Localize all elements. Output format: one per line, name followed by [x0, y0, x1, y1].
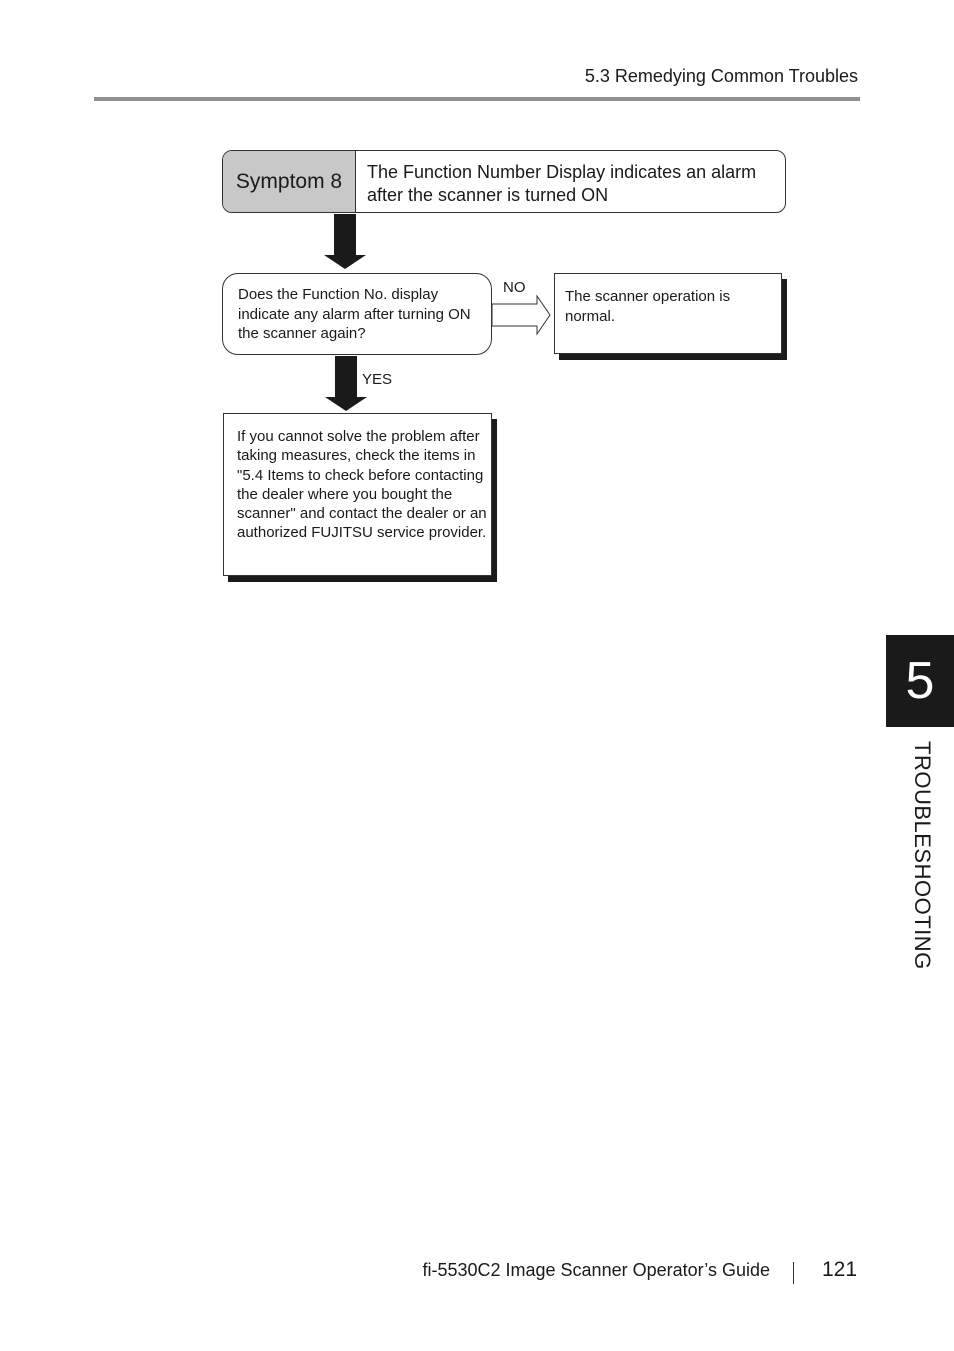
footer-divider [793, 1262, 794, 1284]
no-label: NO [503, 279, 526, 296]
chapter-name: TROUBLESHOOTING [910, 741, 935, 970]
chapter-tab: 5 [886, 635, 954, 727]
normal-result-text: The scanner operation is normal. [565, 288, 731, 325]
contact-dealer-box [223, 413, 492, 576]
normal-result-box [554, 273, 782, 354]
down-arrow-icon [325, 356, 367, 411]
symptom-description: The Function Number Display indicates an alarm after the scanner is turned ON [367, 162, 757, 205]
symptom-box [222, 150, 786, 213]
section-header: 5.3 Remedying Common Troubles [584, 66, 858, 86]
header-divider [94, 97, 860, 101]
yes-label: YES [362, 371, 393, 388]
question-text: Does the Function No. display indicate any alarm after turning ON the scanner again? [238, 286, 471, 342]
symptom-label: Symptom 8 [223, 151, 356, 212]
page-number: 121 [822, 1258, 858, 1281]
contact-dealer-text: If you cannot solve the problem after taking measures, check the items in "5.4 Items to check before contacting the dealer where you bought the scanner" and contact the dealer or an authorized FUJITSU service provider. [237, 428, 487, 542]
right-arrow-icon [492, 292, 554, 338]
footer-guide-title: fi-5530C2 Image Scanner Operator’s Guide [422, 1260, 770, 1280]
down-arrow-icon [324, 214, 366, 269]
question-box [222, 273, 492, 355]
